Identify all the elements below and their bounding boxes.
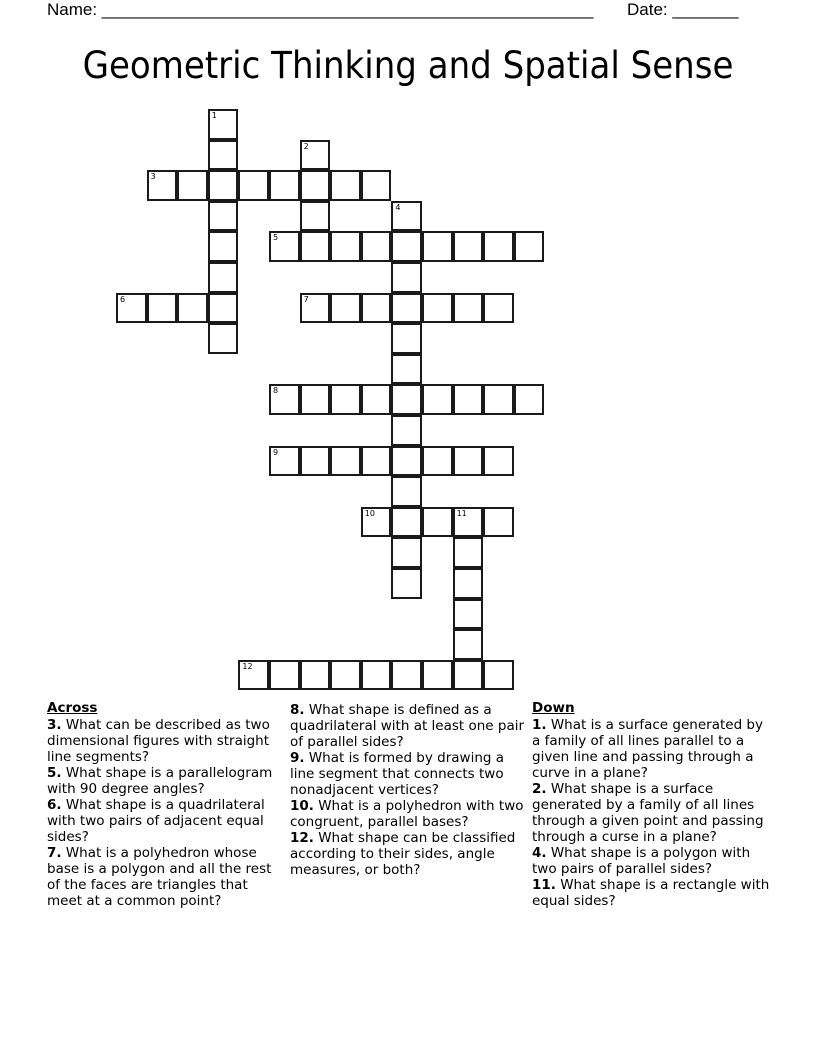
crossword-cell[interactable] [422, 293, 453, 324]
crossword-cell[interactable] [269, 231, 300, 262]
name-field[interactable]: Name: ____________________________________________________ [47, 0, 594, 19]
clue-number: 10 [364, 508, 375, 518]
down-clues-column [532, 700, 772, 909]
crossword-cell[interactable] [453, 660, 484, 691]
crossword-cell[interactable] [208, 323, 239, 354]
crossword-cell[interactable] [391, 660, 422, 691]
clue-across-12: 12. What shape can be classified according to their sides, angle measures, or both? [290, 830, 516, 878]
crossword-cell[interactable] [208, 293, 239, 324]
crossword-cell[interactable] [391, 507, 422, 538]
down-heading: Down [532, 700, 575, 716]
crossword-cell[interactable] [208, 140, 239, 171]
crossword-cell[interactable] [453, 629, 484, 660]
crossword-cell[interactable] [330, 231, 361, 262]
date-field[interactable]: Date: _______ [627, 0, 739, 19]
crossword-cell[interactable] [391, 537, 422, 568]
crossword-cell[interactable] [330, 170, 361, 201]
crossword-cell[interactable] [483, 507, 514, 538]
clue-across-8: 8. What shape is defined as a quadrilateral with at least one pair of parallel sides? [290, 702, 525, 750]
crossword-cell[interactable] [269, 446, 300, 477]
crossword-cell[interactable] [391, 476, 422, 507]
crossword-cell[interactable] [514, 231, 545, 262]
crossword-cell[interactable] [269, 384, 300, 415]
crossword-cell[interactable] [391, 384, 422, 415]
crossword-cell[interactable] [391, 201, 422, 232]
crossword-cell[interactable] [208, 201, 239, 232]
crossword-cell[interactable] [391, 293, 422, 324]
clue-down-2: 2. What shape is a surface generated by a family of all lines through a given point and passing through a curse in a plane? [532, 781, 764, 845]
clue-number: 1 [211, 111, 217, 120]
crossword-cell[interactable] [514, 384, 545, 415]
crossword-cell[interactable] [300, 140, 331, 171]
clue-across-10: 10. What is a polyhedron with two congruent, parallel bases? [290, 798, 524, 830]
clue-number: 7 [303, 294, 309, 304]
crossword-cell[interactable] [300, 446, 331, 477]
crossword-cell[interactable] [361, 293, 392, 324]
crossword-cell[interactable] [483, 384, 514, 415]
crossword-cell[interactable] [300, 201, 331, 232]
crossword-cell[interactable] [269, 660, 300, 691]
crossword-cell[interactable] [391, 262, 422, 293]
crossword-cell[interactable] [391, 446, 422, 477]
crossword-cell[interactable] [208, 109, 239, 140]
crossword-cell[interactable] [300, 660, 331, 691]
across-heading: Across [47, 700, 98, 716]
crossword-cell[interactable] [453, 568, 484, 599]
clue-number: 3 [150, 172, 156, 182]
crossword-cell[interactable] [453, 231, 484, 262]
crossword-cell[interactable] [147, 170, 178, 201]
crossword-cell[interactable] [330, 293, 361, 324]
crossword-cell[interactable] [422, 446, 453, 477]
crossword-cell[interactable] [453, 384, 484, 415]
crossword-cell[interactable] [391, 354, 422, 385]
clue-across-5: 5. What shape is a parallelogram with 90 degree angles? [47, 765, 273, 797]
crossword-cell[interactable] [453, 599, 484, 630]
crossword-cell[interactable] [208, 231, 239, 262]
crossword-cell[interactable] [453, 446, 484, 477]
crossword-cell[interactable] [453, 507, 484, 538]
crossword-cell[interactable] [391, 415, 422, 446]
clue-down-1: 1. What is a surface generated by a family of all lines parallel to a given line and passing through a curve in a plane? [532, 717, 763, 781]
clue-number: 4 [395, 202, 401, 212]
clue-across-7: 7. What is a polyhedron whose base is a polygon and all the rest of the faces are triangles that meet at a common point? [47, 845, 272, 909]
crossword-cell[interactable] [483, 231, 514, 262]
clue-across-3: 3. What can be described as two dimensional figures with straight line segments? [47, 717, 270, 765]
clue-down-11: 11. What shape is a rectangle with equal sides? [532, 877, 770, 909]
across-clues-column-2 [290, 702, 530, 878]
crossword-cell[interactable] [483, 293, 514, 324]
crossword-cell[interactable] [208, 262, 239, 293]
crossword-cell[interactable] [361, 446, 392, 477]
crossword-cell[interactable] [300, 231, 331, 262]
crossword-cell[interactable] [238, 660, 269, 691]
crossword-cell[interactable] [361, 231, 392, 262]
crossword-cell[interactable] [300, 384, 331, 415]
crossword-cell[interactable] [177, 170, 208, 201]
crossword-cell[interactable] [391, 231, 422, 262]
clue-number: 12 [242, 661, 253, 671]
crossword-cell[interactable] [361, 170, 392, 201]
crossword-cell[interactable] [391, 568, 422, 599]
clue-across-9: 9. What is formed by drawing a line segment that connects two nonadjacent vertices? [290, 750, 505, 798]
crossword-cell[interactable] [453, 293, 484, 324]
clue-number: 11 [456, 508, 467, 518]
crossword-cell[interactable] [483, 446, 514, 477]
crossword-cell[interactable] [453, 537, 484, 568]
clue-number: 5 [273, 233, 279, 243]
clue-across-6: 6. What shape is a quadrilateral with two pairs of adjacent equal sides? [47, 797, 265, 845]
crossword-cell[interactable] [147, 293, 178, 324]
clue-number: 2 [303, 141, 309, 151]
crossword-cell[interactable] [361, 384, 392, 415]
crossword-cell[interactable] [300, 170, 331, 201]
across-clues-column-1 [47, 700, 287, 909]
crossword-cell[interactable] [269, 170, 300, 201]
crossword-cell[interactable] [391, 323, 422, 354]
clue-number: 8 [273, 386, 279, 396]
crossword-cell[interactable] [238, 170, 269, 201]
crossword-cell[interactable] [177, 293, 208, 324]
clue-number: 9 [273, 447, 279, 457]
crossword-cell[interactable] [116, 293, 147, 324]
crossword-cell[interactable] [300, 293, 331, 324]
crossword-cell[interactable] [330, 660, 361, 691]
crossword-cell[interactable] [483, 660, 514, 691]
crossword-cell[interactable] [330, 384, 361, 415]
crossword-cell[interactable] [422, 507, 453, 538]
crossword-cell[interactable] [422, 660, 453, 691]
page-title: Geometric Thinking and Spatial Sense [82, 44, 734, 87]
crossword-cell[interactable] [361, 507, 392, 538]
crossword-cell[interactable] [330, 446, 361, 477]
crossword-cell[interactable] [422, 231, 453, 262]
crossword-cell[interactable] [361, 660, 392, 691]
crossword-cell[interactable] [422, 384, 453, 415]
crossword-cell[interactable] [208, 170, 239, 201]
clue-number: 6 [120, 294, 126, 304]
clue-down-4: 4. What shape is a polygon with two pairs of parallel sides? [532, 845, 751, 877]
